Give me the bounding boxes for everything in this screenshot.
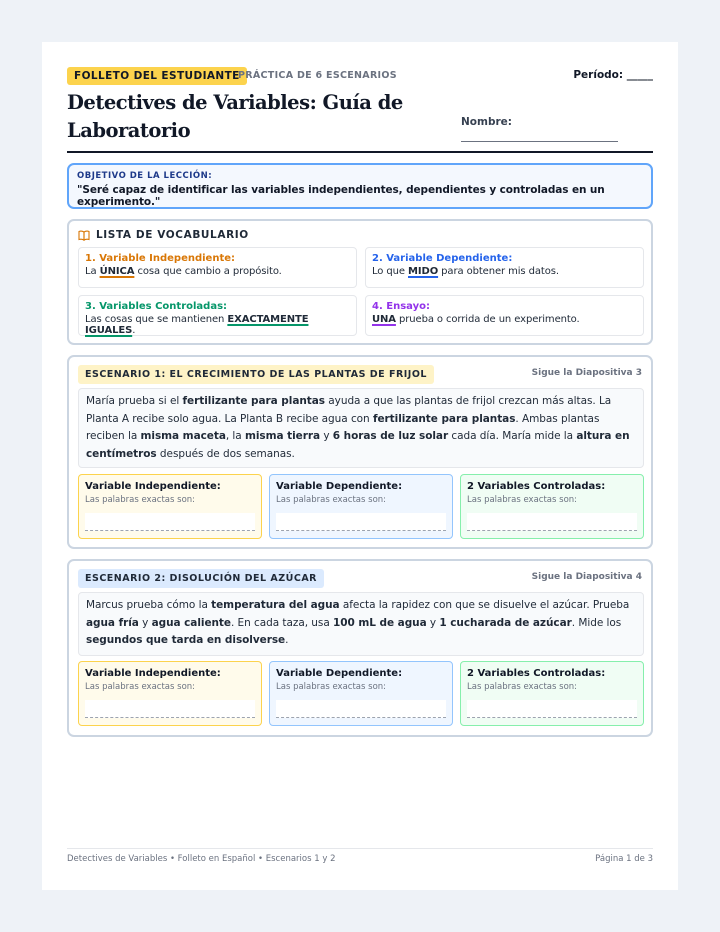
- answer-writing-line[interactable]: [467, 700, 637, 718]
- story-keyword: agua fría: [86, 616, 139, 629]
- dependent-variable-box: [269, 661, 453, 726]
- footer: [67, 848, 653, 864]
- page-content: [67, 67, 653, 692]
- independent-variable-box: [78, 661, 262, 726]
- story-text: . Ambas plantas reciben la: [86, 412, 600, 442]
- story-text: .: [285, 634, 289, 646]
- answer-label: 2 Variables Controladas:: [467, 481, 606, 492]
- vocab-def-text: La: [85, 266, 100, 277]
- objective-label: OBJETIVO DE LA LECCIÓN:: [77, 171, 213, 181]
- answer-label: Variable Independiente:: [85, 668, 221, 679]
- vocabulary-grid: [78, 247, 644, 336]
- story-keyword: temperatura del agua: [211, 599, 340, 611]
- story-text: y: [320, 430, 333, 442]
- vocab-card: [365, 295, 644, 336]
- scenario-2-slide-ref: Sigue la Diapositiva 4: [531, 572, 642, 582]
- story-text: , la: [225, 430, 245, 442]
- scenario-2: [67, 559, 653, 737]
- story-text: . En cada taza, usa: [230, 616, 334, 629]
- vocab-definition: [85, 314, 350, 336]
- header: [67, 67, 653, 153]
- story-keyword: fertilizante para plantas: [182, 395, 325, 407]
- handout-page: [42, 42, 678, 890]
- answer-label: Variable Independiente:: [85, 481, 221, 492]
- vocab-definition: [85, 266, 350, 277]
- story-keyword: misma maceta: [140, 430, 226, 442]
- vocab-definition: [372, 314, 637, 325]
- book-icon: [78, 230, 90, 240]
- answer-writing-line[interactable]: [467, 513, 637, 531]
- story-keyword: 6 horas de luz solar: [332, 430, 449, 442]
- story-keyword: segundos que tarda en disolverse: [86, 634, 286, 646]
- story-keyword: 100 mL de agua: [333, 616, 427, 629]
- story-keyword: altura en centímetros: [86, 430, 630, 460]
- page-number: Página 1 de 3: [595, 854, 653, 864]
- vocab-term: 4. Ensayo:: [372, 301, 430, 312]
- scenario-2-story: [78, 592, 644, 656]
- vocab-keyword: EXACTAMENTE IGUALES: [85, 314, 309, 336]
- scenario-1-slide-ref: Sigue la Diapositiva 3: [531, 368, 642, 378]
- vocabulary-list: [67, 219, 653, 345]
- answer-hint: Las palabras exactas son:: [276, 682, 387, 692]
- answer-writing-line[interactable]: [276, 700, 446, 718]
- answer-writing-line[interactable]: [85, 513, 255, 531]
- answer-hint: Las palabras exactas son:: [276, 495, 387, 505]
- objective-text: "Seré capaz de identificar las variables independientes, dependientes y controladas en un experimento.": [77, 184, 605, 208]
- answer-hint: Las palabras exactas son:: [467, 682, 578, 692]
- vocab-keyword: ÚNICA: [99, 266, 135, 277]
- controlled-variables-box: [460, 661, 644, 726]
- story-keyword: misma tierra: [244, 430, 321, 442]
- story-text: después de dos semanas.: [156, 447, 295, 460]
- vocab-card: [78, 295, 357, 336]
- vocab-def-text: .: [132, 325, 136, 336]
- name-field[interactable]: [461, 141, 618, 142]
- scenario-1-answer-boxes: [78, 474, 644, 539]
- answer-label: 2 Variables Controladas:: [467, 668, 606, 679]
- scenario-1-tag: ESCENARIO 1: EL CRECIMIENTO DE LAS PLANTAS DE FRIJOL: [78, 365, 434, 384]
- scenario-1-story: [78, 388, 644, 468]
- vocabulary-heading: [78, 229, 642, 241]
- vocab-def-text: cosa que cambio a propósito.: [134, 266, 282, 277]
- vocab-definition: [372, 266, 637, 277]
- vocab-keyword: MIDO: [408, 266, 439, 277]
- story-keyword: agua caliente: [151, 616, 231, 629]
- story-text: Marcus prueba cómo la: [86, 599, 212, 611]
- vocab-def-text: Lo que: [372, 266, 409, 277]
- answer-writing-line[interactable]: [276, 513, 446, 531]
- practice-label: PRÁCTICA DE 6 ESCENARIOS: [238, 70, 397, 81]
- vocab-card: [78, 247, 357, 288]
- answer-label: Variable Dependiente:: [276, 668, 403, 679]
- scenario-1: [67, 355, 653, 549]
- vocab-card: [365, 247, 644, 288]
- vocab-def-text: Las cosas que se mantienen: [85, 314, 228, 325]
- answer-writing-line[interactable]: [85, 700, 255, 718]
- story-text: y: [426, 616, 440, 629]
- story-keyword: fertilizante para plantas: [372, 412, 516, 425]
- answer-hint: Las palabras exactas son:: [85, 682, 196, 692]
- vocab-term: 3. Variables Controladas:: [85, 301, 228, 312]
- period-field[interactable]: Período: _____: [573, 69, 653, 81]
- independent-variable-box: [78, 474, 262, 539]
- answer-hint: Las palabras exactas son:: [467, 495, 578, 505]
- page-title: Detectives de Variables: Guía de Laboratorio: [67, 91, 403, 142]
- answer-label: Variable Dependiente:: [276, 481, 403, 492]
- scenario-2-tag: ESCENARIO 2: DISOLUCIÓN DEL AZÚCAR: [78, 569, 324, 588]
- scenario-2-answer-boxes: [78, 661, 644, 726]
- story-text: María prueba si el: [86, 395, 183, 407]
- story-text: y: [138, 616, 152, 629]
- story-text: ayuda a que las plantas de frijol crezcan más altas. La Planta A recibe solo agua. La Planta B recibe agua con: [86, 395, 612, 425]
- answer-hint: Las palabras exactas son:: [85, 495, 196, 505]
- story-keyword: 1 cucharada de azúcar: [439, 616, 572, 629]
- story-text: afecta la rapidez con que se disuelve el azúcar. Prueba: [339, 599, 630, 611]
- dependent-variable-box: [269, 474, 453, 539]
- vocab-keyword: UNA: [372, 314, 396, 325]
- story-text: . Mide los: [571, 616, 622, 629]
- vocab-term: 1. Variable Independiente:: [85, 253, 236, 264]
- vocab-def-text: para obtener mis datos.: [438, 266, 559, 277]
- vocab-term: 2. Variable Dependiente:: [372, 253, 513, 264]
- controlled-variables-box: [460, 474, 644, 539]
- student-handout-badge: FOLLETO DEL ESTUDIANTE: [67, 67, 247, 85]
- footer-left: Detectives de Variables • Folleto en Español • Escenarios 1 y 2: [67, 854, 336, 864]
- name-label: Nombre:: [461, 116, 512, 128]
- story-text: cada día. María mide la: [448, 430, 577, 442]
- lesson-objective: [67, 163, 653, 209]
- vocabulary-heading-text: LISTA DE VOCABULARIO: [96, 229, 249, 241]
- vocab-def-text: prueba o corrida de un experimento.: [395, 314, 580, 325]
